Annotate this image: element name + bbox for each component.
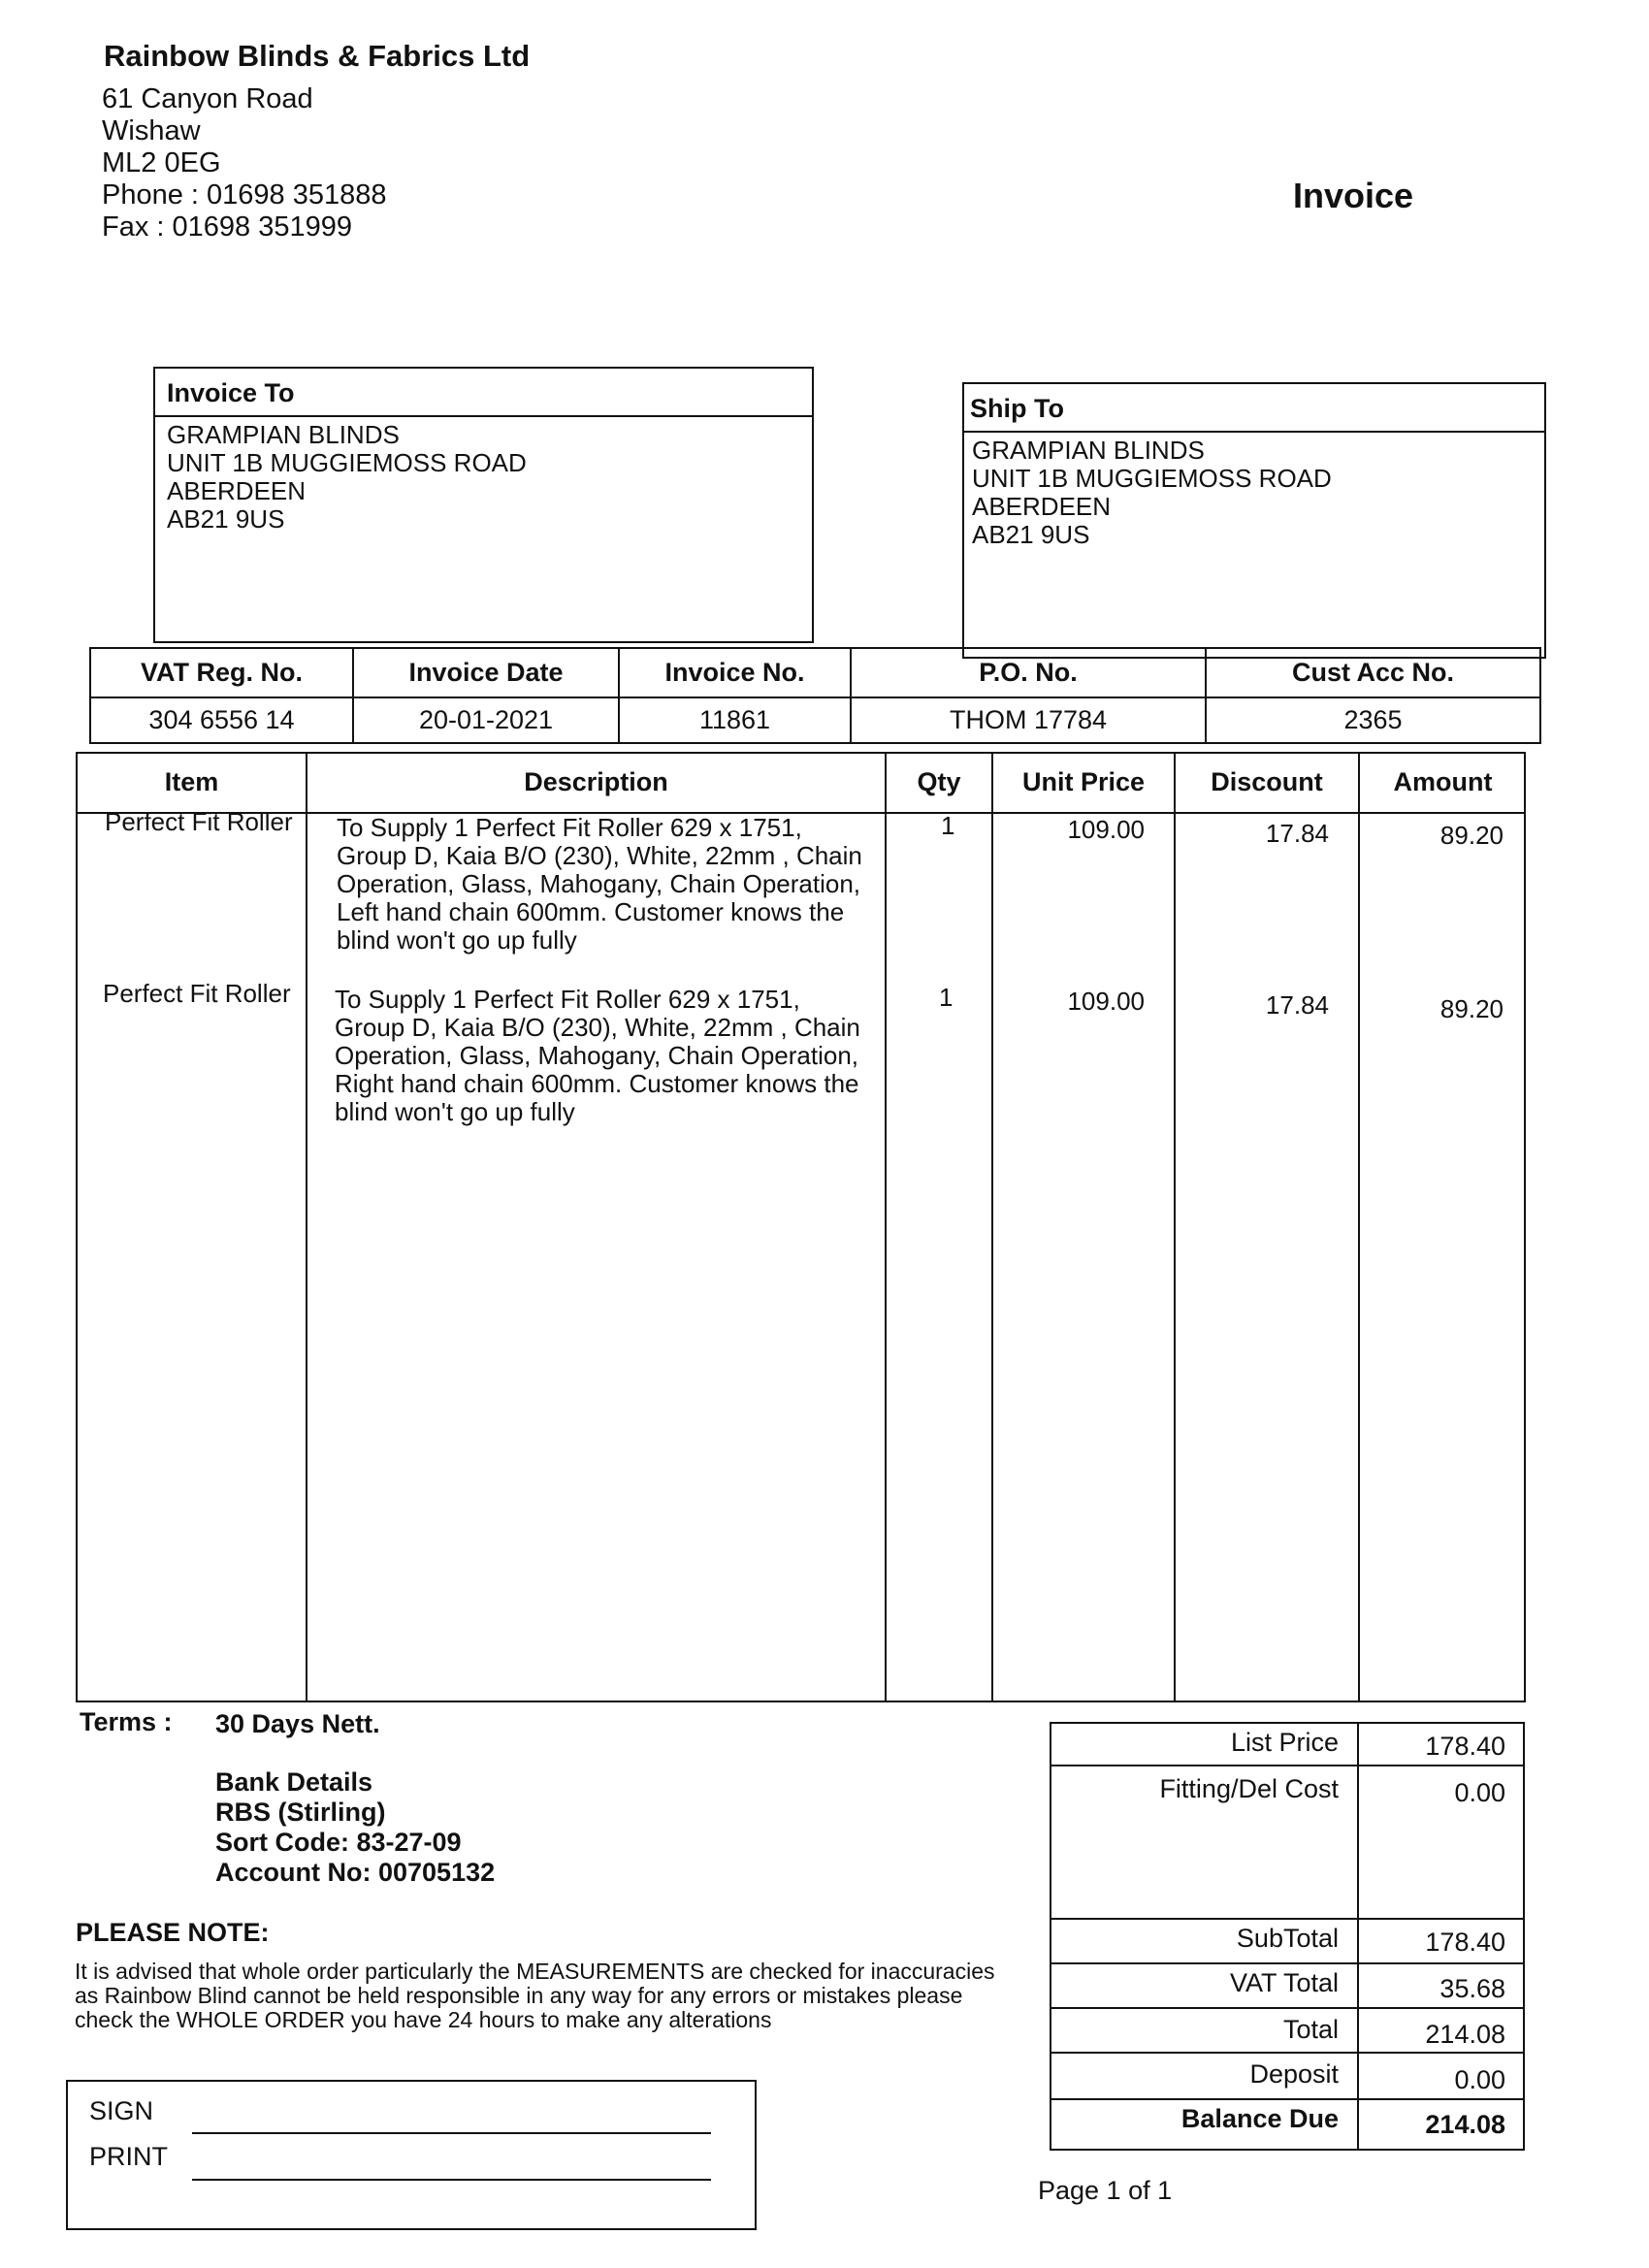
description-line: Operation, Glass, Mahogany, Chain Operation, <box>335 1041 859 1070</box>
company-fax: Fax : 01698 351999 <box>102 211 352 243</box>
page-number: Page 1 of 1 <box>1038 2176 1173 2205</box>
row-2-unit-price: 109.00 <box>1067 987 1145 1016</box>
totals-column-divider <box>1357 1724 1359 2149</box>
invoice-to-line: ABERDEEN <box>167 476 307 505</box>
cust-acc-header: Cust Acc No. <box>1206 648 1540 697</box>
deposit-label: Deposit <box>1249 2059 1339 2089</box>
ship-to-heading: Ship To <box>964 384 1544 433</box>
terms-label: Terms : <box>80 1707 173 1736</box>
total-value: 214.08 <box>1425 2020 1505 2049</box>
bank-details-title: Bank Details <box>215 1767 373 1797</box>
invoice-to-line: GRAMPIAN BLINDS <box>167 420 400 449</box>
signature-box <box>66 2080 757 2230</box>
discount-header: Discount <box>1211 767 1323 796</box>
invoice-to-address <box>155 417 812 534</box>
ship-to-box <box>962 382 1546 659</box>
description-line: Group D, Kaia B/O (230), White, 22mm , Chain <box>335 1013 860 1042</box>
account-number: Account No: 00705132 <box>215 1858 496 1887</box>
description-line: Left hand chain 600mm. Customer knows the <box>337 897 845 926</box>
totals-divider <box>1051 2098 1523 2100</box>
item-header: Item <box>164 767 219 796</box>
ship-to-address <box>964 433 1544 549</box>
ship-to-line: UNIT 1B MUGGIEMOSS ROAD <box>972 464 1332 493</box>
column-divider <box>1174 754 1176 1701</box>
description-line: Operation, Glass, Mahogany, Chain Operation, <box>337 869 861 898</box>
invoice-to-heading: Invoice To <box>155 369 812 417</box>
description-header: Description <box>524 767 668 796</box>
row-1-amount: 89.20 <box>1439 821 1504 850</box>
row-1-qty: 1 <box>941 811 955 840</box>
please-note-body: It is advised that whole order particularly the MEASUREMENTS are checked for inaccuracies as Rainbow Blind cannot be held responsible in any way for any errors or mistakes please check the WHOLE ORDER you have 24 hours to make any alterations <box>75 1959 995 2032</box>
sort-code: Sort Code: 83-27-09 <box>215 1828 462 1857</box>
totals-box <box>1050 1722 1525 2151</box>
terms-value: 30 Days Nett. <box>215 1709 380 1738</box>
description-line: blind won't go up fully <box>337 925 577 955</box>
totals-divider <box>1051 1765 1523 1766</box>
po-no-header: P.O. No. <box>851 648 1206 697</box>
vat-reg-header: VAT Reg. No. <box>90 648 353 697</box>
totals-divider <box>1051 2007 1523 2009</box>
ship-to-line: AB21 9US <box>972 520 1090 549</box>
unit-price-header: Unit Price <box>1021 767 1146 796</box>
description-line: Right hand chain 600mm. Customer knows the <box>335 1069 859 1098</box>
subtotal-value: 178.40 <box>1425 1928 1505 1957</box>
row-1-description <box>337 814 862 955</box>
column-divider <box>885 754 887 1701</box>
sign-line[interactable] <box>192 2132 711 2134</box>
bank-details <box>215 1767 495 1888</box>
invoice-meta-table <box>89 647 1541 744</box>
amount-header: Amount <box>1393 767 1493 796</box>
fitting-cost-label: Fitting/Del Cost <box>1159 1774 1339 1803</box>
ship-to-line: GRAMPIAN BLINDS <box>972 436 1205 465</box>
bank-name: RBS (Stirling) <box>215 1798 386 1827</box>
po-no-value: THOM 17784 <box>851 697 1206 743</box>
row-2-amount: 89.20 <box>1439 994 1504 1023</box>
totals-divider <box>1051 1918 1523 1920</box>
invoice-no-value: 11861 <box>619 697 851 743</box>
document-title: Invoice <box>1293 176 1414 215</box>
totals-divider <box>1051 2052 1523 2054</box>
row-2-description <box>335 986 860 1126</box>
print-line[interactable] <box>192 2179 711 2181</box>
sign-label: SIGN <box>89 2096 154 2125</box>
list-price-label: List Price <box>1230 1728 1339 1757</box>
fitting-cost-value: 0.00 <box>1454 1778 1505 1807</box>
qty-header: Qty <box>917 767 961 796</box>
balance-due-label: Balance Due <box>1180 2104 1339 2133</box>
cust-acc-value: 2365 <box>1206 697 1540 743</box>
invoice-no-header: Invoice No. <box>619 648 851 697</box>
company-phone: Phone : 01698 351888 <box>102 179 387 211</box>
description-line: To Supply 1 Perfect Fit Roller 629 x 1751, <box>337 813 802 842</box>
vat-total-value: 35.68 <box>1439 1974 1505 2003</box>
invoice-to-line: AB21 9US <box>167 504 285 534</box>
deposit-value: 0.00 <box>1454 2065 1505 2094</box>
invoice-to-box <box>153 367 814 643</box>
invoice-to-line: UNIT 1B MUGGIEMOSS ROAD <box>167 448 527 477</box>
row-2-qty: 1 <box>939 983 954 1012</box>
list-price-value: 178.40 <box>1425 1732 1505 1761</box>
row-1-discount: 17.84 <box>1265 819 1329 848</box>
row-1-item: Perfect Fit Roller <box>105 807 293 836</box>
row-2-item: Perfect Fit Roller <box>103 979 291 1008</box>
address-town: Wishaw <box>102 115 201 146</box>
column-divider <box>991 754 993 1701</box>
totals-divider <box>1051 1962 1523 1964</box>
column-divider <box>1358 754 1360 1701</box>
address-street: 61 Canyon Road <box>102 83 313 114</box>
description-line: To Supply 1 Perfect Fit Roller 629 x 1751, <box>335 985 800 1014</box>
invoice-date-value: 20-01-2021 <box>353 697 619 743</box>
invoice-date-header: Invoice Date <box>353 648 619 697</box>
ship-to-line: ABERDEEN <box>972 492 1112 521</box>
items-table <box>76 752 1526 1702</box>
description-line: blind won't go up fully <box>335 1097 575 1126</box>
company-address <box>102 83 387 243</box>
address-postcode: ML2 0EG <box>102 147 221 178</box>
subtotal-label: SubTotal <box>1236 1924 1339 1953</box>
print-label: PRINT <box>89 2142 168 2171</box>
balance-due-value: 214.08 <box>1425 2110 1505 2139</box>
row-2-discount: 17.84 <box>1265 990 1329 1020</box>
column-divider <box>306 754 307 1701</box>
company-name: Rainbow Blinds & Fabrics Ltd <box>104 39 531 73</box>
vat-reg-value: 304 6556 14 <box>90 697 353 743</box>
total-label: Total <box>1282 2015 1339 2044</box>
description-line: Group D, Kaia B/O (230), White, 22mm , Chain <box>337 841 862 870</box>
please-note-title: PLEASE NOTE: <box>76 1918 270 1947</box>
vat-total-label: VAT Total <box>1229 1968 1339 1997</box>
row-1-unit-price: 109.00 <box>1067 815 1145 844</box>
